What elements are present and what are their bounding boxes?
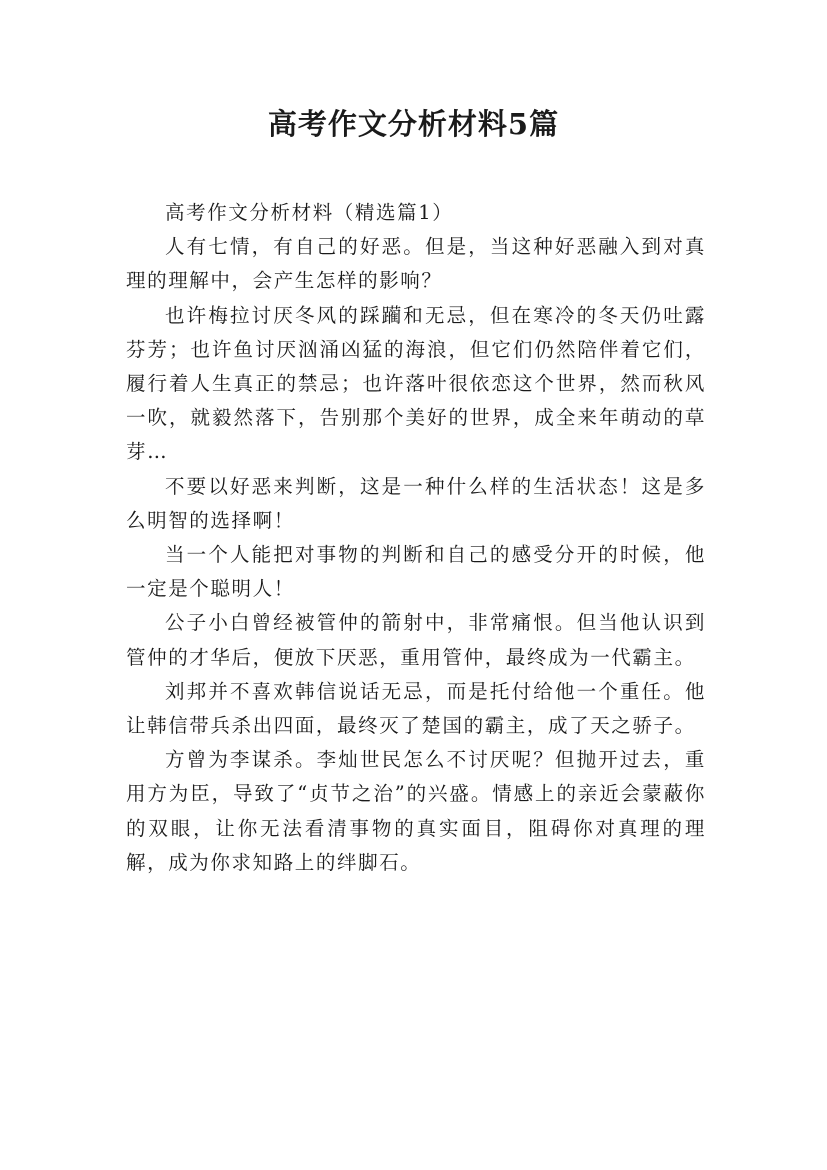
document-title: 高考作文分析材料5篇 [267, 107, 560, 141]
paragraph: 也许梅拉讨厌冬风的踩躏和无忌，但在寒冷的冬天仍吐露芬芳；也许鱼讨厌汹涌凶猛的海浪，但它们仍然陪伴着它们，履行着人生真正的禁忌；也许落叶很依恋这个世界，然而秋风一吹，就毅然落下，告别那个美好的世界，成全来年萌动的草芽… [126, 303, 706, 464]
paragraph: 当一个人能把对事物的判断和自己的感受分开的时候，他一定是个聪明人！ [126, 543, 706, 601]
paragraph: 不要以好恶来判断，这是一种什么样的生活状态！这是多么明智的选择啊！ [126, 474, 706, 532]
paragraph: 方曾为李谋杀。李灿世民怎么不讨厌呢？但抛开过去，重用方为臣，导致了“贞节之治”的兴盛。情感上的亲近会蒙蔽你的双眼，让你无法看清事物的真实面目，阻碍你对真理的理解，成为你求知路上的绊脚石。 [126, 748, 706, 874]
paragraph: 人有七情，有自己的好恶。但是，当这种好恶融入到对真理的理解中，会产生怎样的影响？ [126, 235, 706, 293]
paragraph: 刘邦并不喜欢韩信说话无忌，而是托付给他一个重任。他让韩信带兵杀出四面，最终灭了楚国的霸主，成了天之骄子。 [126, 679, 706, 738]
section-heading: 高考作文分析材料（精选篇1） [165, 201, 454, 224]
paragraph: 公子小白曾经被管仲的箭射中，非常痛恨。但当他认识到管仲的才华后，便放下厌恶，重用管仲，最终成为一代霸主。 [126, 611, 706, 669]
document-body [126, 196, 706, 880]
